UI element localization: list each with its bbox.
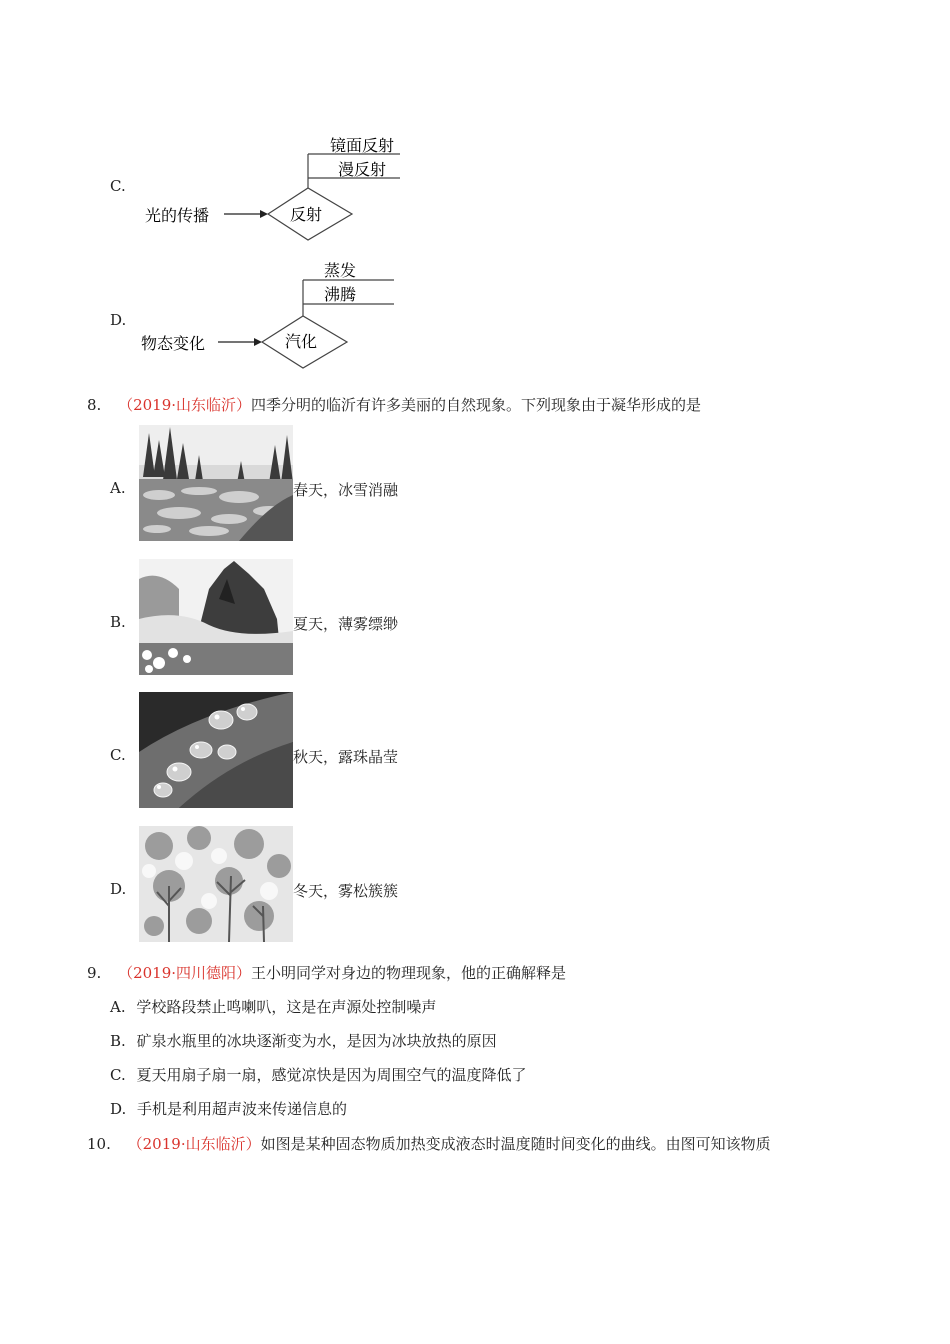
q8-option-c-text: 秋天，露珠晶莹 xyxy=(293,748,399,766)
branch-label-2: 沸腾 xyxy=(324,285,357,304)
q8-option-d-text: 冬天，雾松簇簇 xyxy=(293,882,399,900)
q9-option-a-label: A. xyxy=(110,998,126,1016)
input-label: 物态变化 xyxy=(141,334,206,353)
input-label: 光的传播 xyxy=(145,206,210,225)
q7-option-c-label: C. xyxy=(110,177,126,195)
q9-number: 9. xyxy=(87,964,102,982)
q9-option-d-text: 手机是利用超声波来传递信息的 xyxy=(137,1100,348,1118)
q7-option-d-label: D. xyxy=(110,311,127,329)
branch-label-1: 镜面反射 xyxy=(330,136,395,155)
q8-option-a-image xyxy=(139,425,293,541)
rime-trees-photo xyxy=(139,826,293,942)
q9-header xyxy=(87,962,566,983)
concept-map-reflection xyxy=(140,132,410,247)
q8-option-a-label: A. xyxy=(110,479,126,497)
q9-option-c-label: C. xyxy=(110,1066,126,1084)
branch-label-2: 漫反射 xyxy=(338,160,387,179)
q8-option-b-text: 夏天，薄雾缥缈 xyxy=(293,615,399,633)
q8-option-c-image xyxy=(139,692,293,808)
q9-stem: 王小明同学对身边的物理现象，他的正确解释是 xyxy=(251,964,567,982)
q9-option-b xyxy=(110,1030,497,1051)
q9-option-c xyxy=(110,1064,527,1085)
q10-source: （2019·山东临沂） xyxy=(127,1135,261,1153)
branch-label-1: 蒸发 xyxy=(324,261,357,280)
q9-option-a-text: 学校路段禁止鸣喇叭，这是在声源处控制噪声 xyxy=(136,998,437,1016)
arrowhead xyxy=(260,210,268,218)
q8-option-b-label: B. xyxy=(110,613,126,631)
q9-option-d xyxy=(110,1098,347,1119)
q9-option-d-label: D. xyxy=(110,1100,127,1118)
q10-number: 10. xyxy=(87,1135,111,1153)
q9-option-c-text: 夏天用扇子扇一扇，感觉凉快是因为周围空气的温度降低了 xyxy=(136,1066,527,1084)
q9-source: （2019·四川德阳） xyxy=(118,964,252,982)
misty-mountain-photo xyxy=(139,559,293,675)
q8-option-c-label: C. xyxy=(110,746,126,764)
q8-header xyxy=(87,394,701,415)
q10-stem: 如图是某种固态物质加热变成液态时温度随时间变化的曲线。由图可知该物质 xyxy=(260,1135,771,1153)
center-label: 反射 xyxy=(290,205,323,224)
q9-option-b-text: 矿泉水瓶里的冰块逐渐变为水，是因为冰块放热的原因 xyxy=(136,1032,497,1050)
q8-option-b-image xyxy=(139,559,293,675)
q8-option-d-label: D. xyxy=(110,880,127,898)
q8-option-d-image xyxy=(139,826,293,942)
q7-option-d-diagram xyxy=(136,256,406,371)
q8-source: （2019·山东临沂） xyxy=(118,396,252,414)
arrowhead xyxy=(254,338,262,346)
concept-map-vaporization xyxy=(136,256,406,371)
q8-number: 8. xyxy=(87,396,102,414)
center-label: 汽化 xyxy=(285,332,318,351)
melting-snow-photo xyxy=(139,425,293,541)
q7-option-c-diagram xyxy=(140,132,410,247)
q9-option-a xyxy=(110,996,436,1017)
q8-option-a-text: 春天，冰雪消融 xyxy=(293,481,399,499)
q8-stem: 四季分明的临沂有许多美丽的自然现象。下列现象由于凝华形成的是 xyxy=(251,396,702,414)
q9-option-b-label: B. xyxy=(110,1032,126,1050)
q10-header xyxy=(87,1133,771,1154)
dewdrops-photo xyxy=(139,692,293,808)
